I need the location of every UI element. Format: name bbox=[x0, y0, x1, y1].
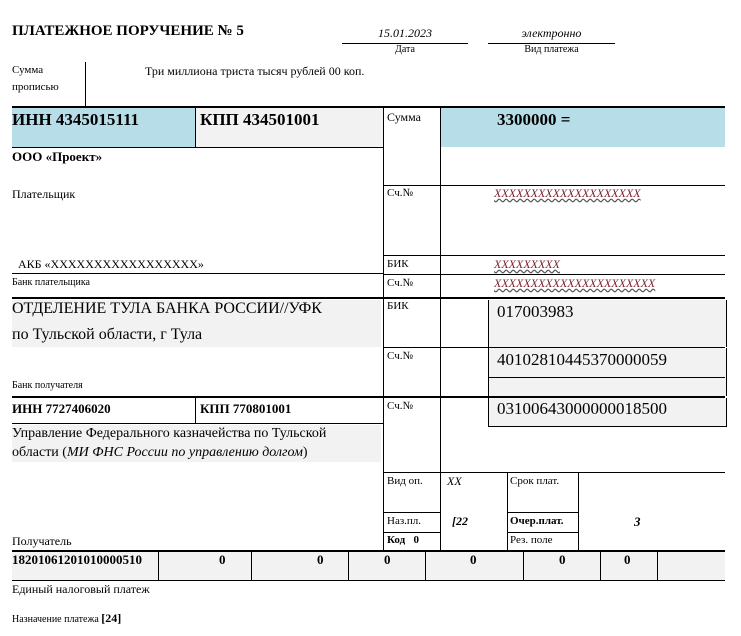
divider bbox=[383, 107, 384, 550]
payer-bik-label: БИК bbox=[387, 258, 409, 270]
divider bbox=[12, 423, 383, 424]
purpose-line bbox=[12, 611, 121, 626]
divider bbox=[600, 551, 601, 580]
amount-cell bbox=[441, 108, 725, 147]
purpose-code-label: Наз.пл. bbox=[387, 515, 422, 527]
amount-words-label: Сумма bbox=[12, 64, 44, 76]
tax-field-period: 0 bbox=[384, 552, 391, 567]
payment-type-label: Вид платежа bbox=[524, 44, 579, 55]
priority-label: Очер.плат. bbox=[510, 515, 564, 527]
recipient-inn: ИНН 7727406020 bbox=[12, 401, 111, 416]
payer-account: XXXXXXXXXXXXXXXXXXXX bbox=[494, 186, 641, 200]
op-type-label: Вид оп. bbox=[387, 475, 423, 487]
divider bbox=[12, 580, 725, 581]
divider bbox=[12, 273, 383, 274]
payer-bik: XXXXXXXXX bbox=[494, 257, 560, 271]
payer-name: ООО «Проект» bbox=[12, 149, 103, 164]
tax-field-doc-number: 0 bbox=[470, 552, 477, 567]
payer-account-label: Сч.№ bbox=[387, 187, 413, 199]
divider bbox=[425, 551, 426, 580]
recipient-bik-label: БИК bbox=[387, 300, 409, 312]
recipient-corr-account: 40102810445370000059 bbox=[497, 350, 667, 369]
payment-type-value: электронно bbox=[521, 26, 582, 40]
op-type-value: XX bbox=[447, 474, 462, 488]
amount-value: 3300000 = bbox=[497, 110, 571, 129]
divider bbox=[383, 532, 440, 533]
amount-words-value: Три миллиона триста тысяч рублей 00 коп. bbox=[145, 64, 365, 78]
divider bbox=[488, 377, 725, 378]
divider bbox=[383, 274, 725, 275]
due-label: Срок плат. bbox=[510, 475, 560, 487]
date-label: Дата bbox=[395, 44, 415, 55]
recipient-bank-label: Банк получателя bbox=[12, 380, 83, 391]
code-label-text: Код bbox=[387, 534, 406, 546]
date-value: 15.01.2023 bbox=[378, 26, 432, 40]
divider bbox=[158, 551, 159, 580]
tax-field-oktmo: 0 bbox=[219, 552, 226, 567]
recipient-name-suffix: ) bbox=[302, 445, 308, 460]
tax-field-doc-date: 0 bbox=[559, 552, 566, 567]
purpose-label: Назначение платежа bbox=[12, 614, 99, 625]
divider bbox=[507, 532, 578, 533]
tax-field-basis: 0 bbox=[317, 552, 324, 567]
code-label bbox=[387, 534, 419, 546]
divider bbox=[12, 297, 725, 299]
divider bbox=[383, 512, 440, 513]
recipient-name: Управление Федерального казначейства по Тульской bbox=[12, 426, 327, 441]
amount-words-label-2: прописью bbox=[12, 81, 59, 93]
recipient-account-label: Сч.№ bbox=[387, 400, 413, 412]
recipient-bik: 017003983 bbox=[497, 302, 574, 321]
recipient-corr-label: Сч.№ bbox=[387, 350, 413, 362]
divider bbox=[507, 512, 578, 513]
priority-value: 3 bbox=[634, 514, 641, 529]
divider bbox=[440, 107, 441, 550]
divider bbox=[195, 397, 196, 423]
purpose-value: [24] bbox=[101, 611, 122, 625]
recipient-name-2 bbox=[12, 445, 308, 461]
payer-bank: АКБ «XXXXXXXXXXXXXXXXX» bbox=[18, 257, 204, 271]
divider bbox=[523, 551, 524, 580]
divider bbox=[578, 472, 579, 550]
recipient-kpp: КПП 770801001 bbox=[200, 401, 292, 416]
divider bbox=[348, 551, 349, 580]
payer-corr-label: Сч.№ bbox=[387, 277, 413, 289]
divider bbox=[251, 551, 252, 580]
divider bbox=[383, 472, 725, 473]
divider bbox=[195, 107, 196, 147]
recipient-bank-name-2: по Тульской области, г Тула bbox=[12, 326, 203, 343]
recipient-name-prefix: области ( bbox=[12, 445, 67, 460]
divider bbox=[657, 551, 658, 580]
recipient-name-italic: МИ ФНС России по управлению долгом bbox=[66, 445, 303, 460]
payer-bank-label: Банк плательщика bbox=[12, 277, 90, 288]
purpose-code-value: [22 bbox=[452, 514, 468, 528]
reserve-label: Рез. поле bbox=[510, 534, 553, 546]
payment-description: Единый налоговый платеж bbox=[12, 582, 150, 596]
recipient-account: 03100643000000018500 bbox=[497, 399, 667, 418]
payer-inn: ИНН 4345015111 bbox=[12, 110, 140, 129]
tax-field-type: 0 bbox=[624, 552, 631, 567]
amount-label: Сумма bbox=[387, 110, 421, 124]
divider bbox=[383, 255, 725, 256]
recipient-bank-name: ОТДЕЛЕНИЕ ТУЛА БАНКА РОССИИ//УФК bbox=[12, 300, 322, 317]
document-title: ПЛАТЕЖНОЕ ПОРУЧЕНИЕ № 5 bbox=[12, 23, 244, 39]
payer-kpp: КПП 434501001 bbox=[200, 110, 320, 129]
payer-label: Плательщик bbox=[12, 187, 76, 201]
recipient-label: Получатель bbox=[12, 534, 72, 548]
divider bbox=[12, 147, 383, 148]
code-value: 0 bbox=[413, 534, 419, 546]
payer-corr-account: XXXXXXXXXXXXXXXXXXXXXX bbox=[494, 276, 656, 290]
divider bbox=[507, 472, 508, 550]
divider bbox=[85, 62, 86, 107]
kbk-code: 18201061201010000510 bbox=[12, 552, 142, 567]
